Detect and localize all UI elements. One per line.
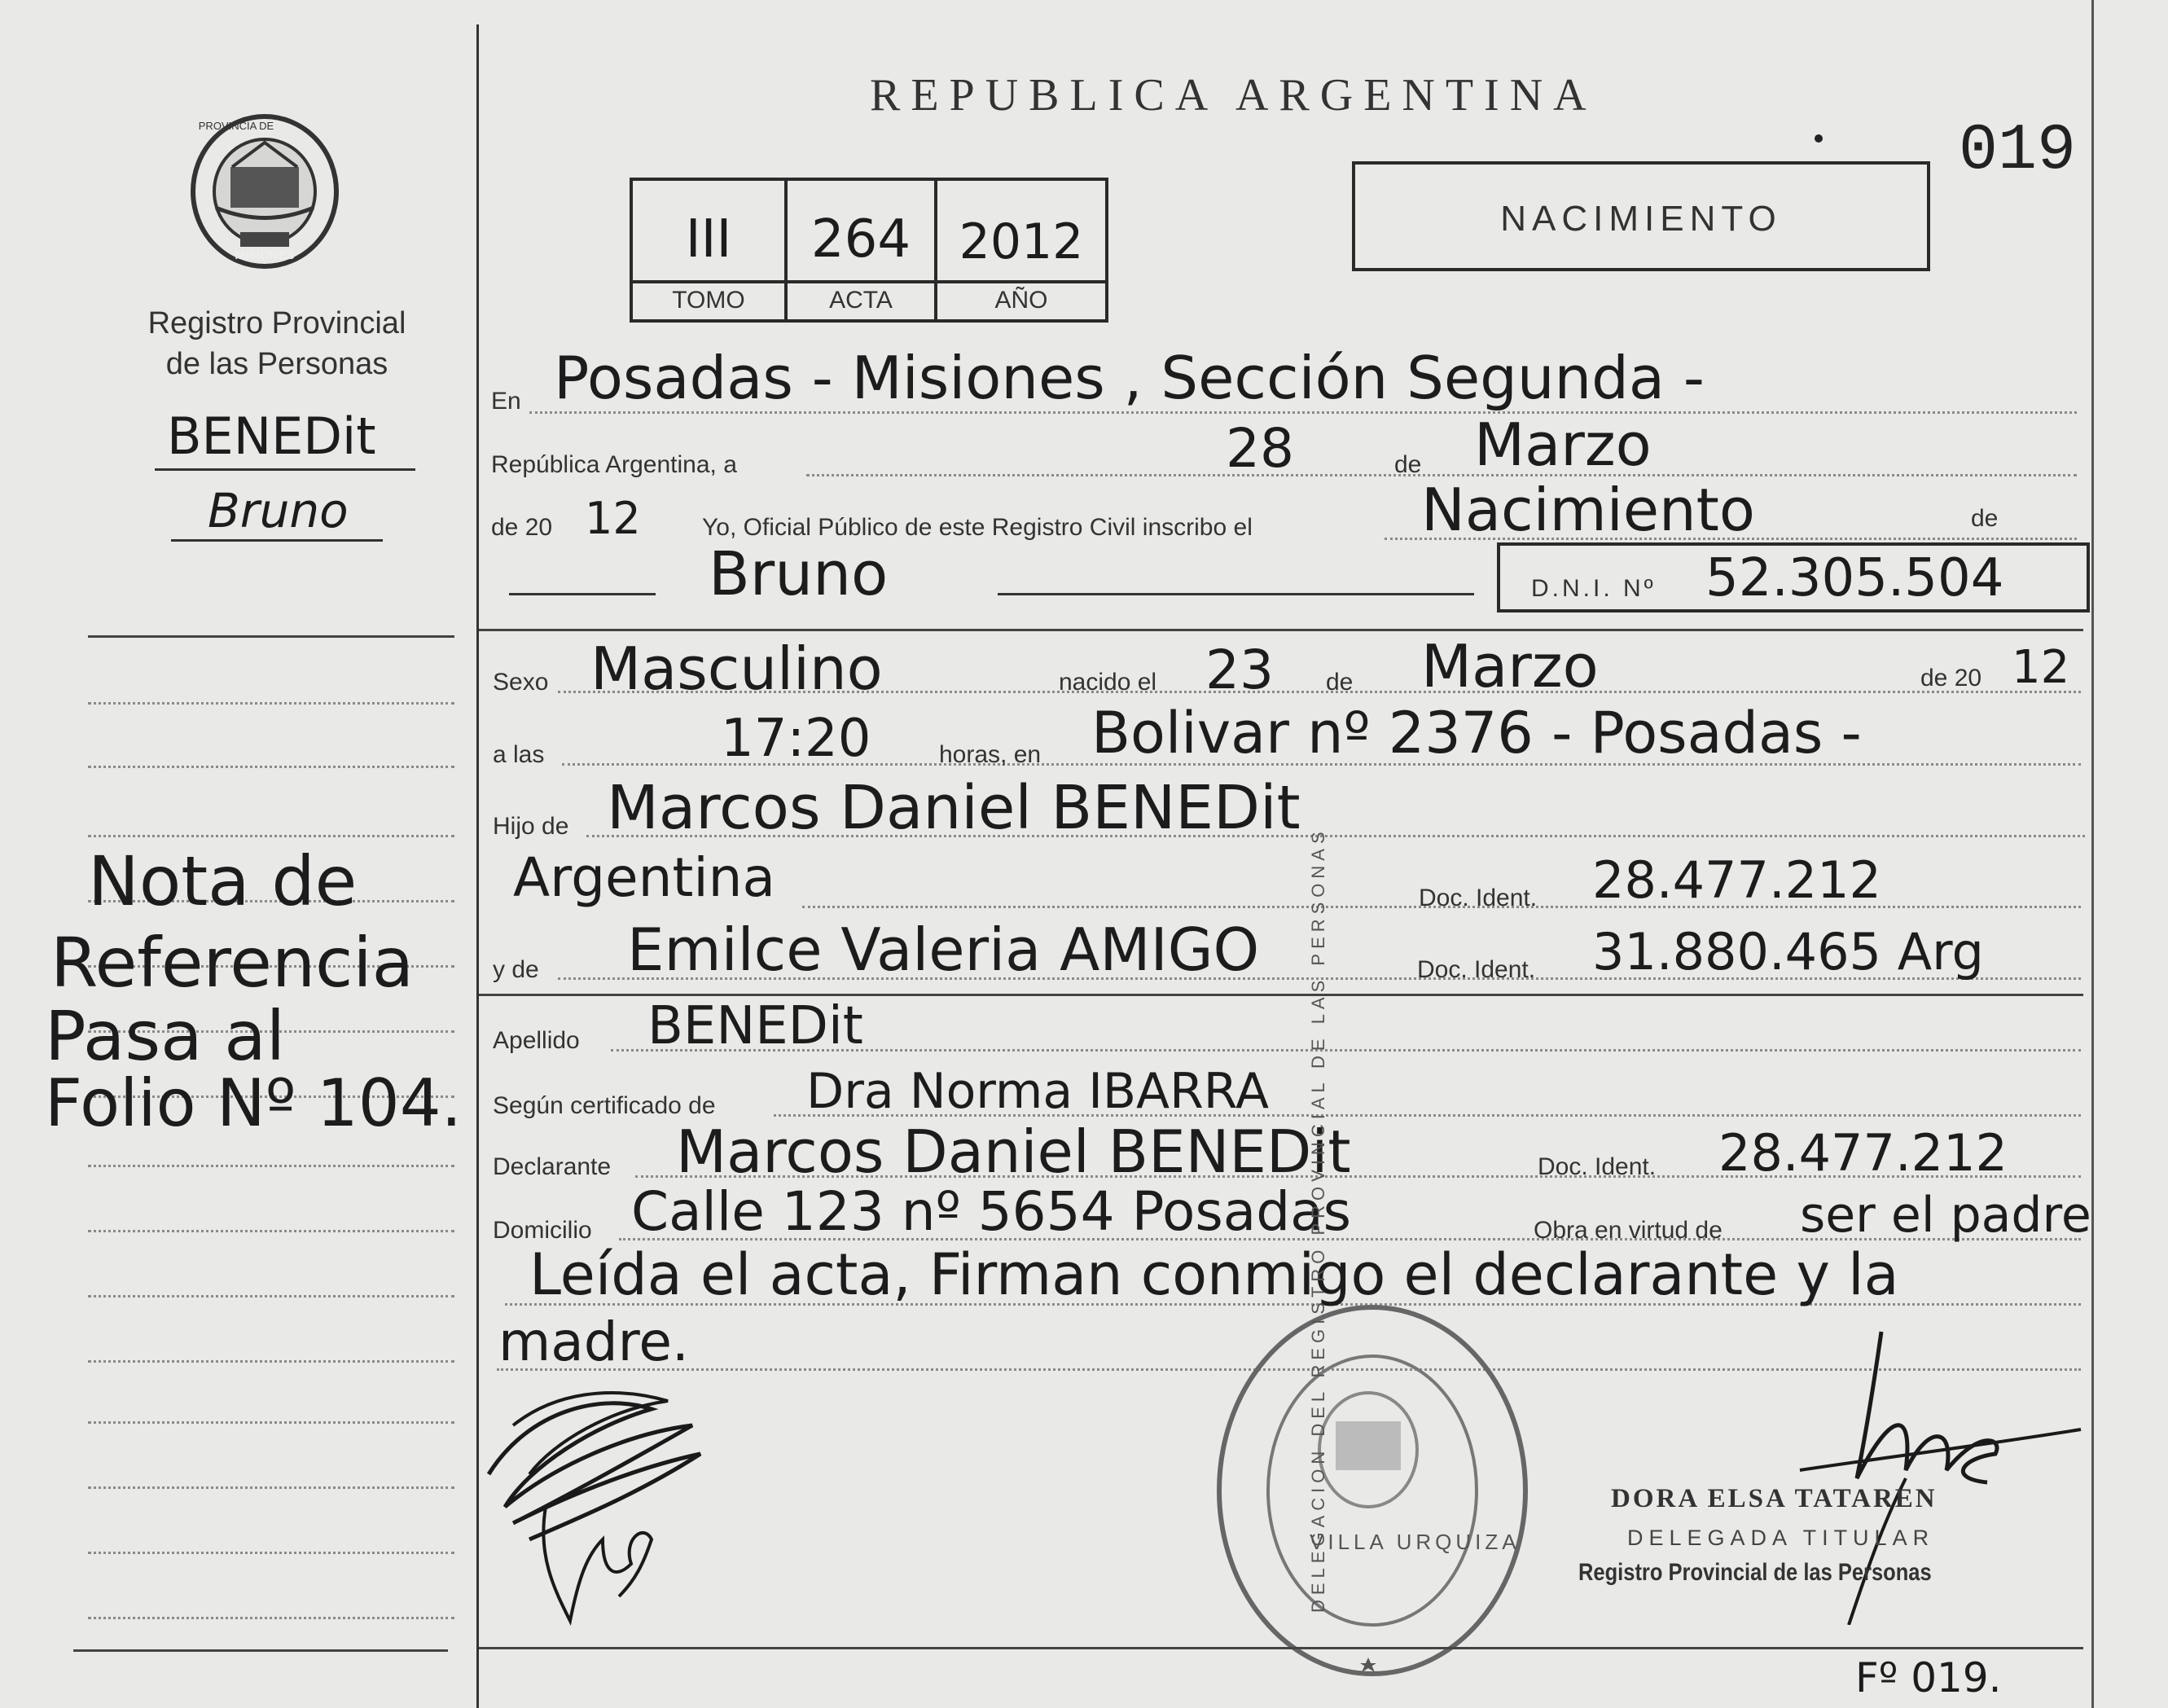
birth-year-suffix-value: 12 (2012, 641, 2070, 694)
year-suffix-value: 12 (585, 493, 641, 544)
child-name-value: Bruno (709, 539, 889, 609)
sidebar-dotted-line (88, 1617, 454, 1619)
certificate-value: Dra Norma IBARRA (806, 1063, 1270, 1120)
declarante-doc-value: 28.477.212 (1718, 1123, 2008, 1183)
dni-box (1497, 542, 2090, 613)
sidebar-dotted-line (88, 835, 454, 837)
note-line-3: Pasa al (45, 996, 286, 1076)
anio-label: AÑO (994, 287, 1048, 314)
signer-office: Registro Provincial de las Personas (1578, 1559, 1932, 1586)
republica-label: República Argentina, a (491, 451, 737, 478)
obra-label: Obra en virtud de (1534, 1217, 1723, 1244)
dni-label: D.N.I. Nº (1531, 575, 1657, 602)
sidebar-given-name: Bruno (208, 483, 349, 538)
birth-day-value: 23 (1205, 639, 1274, 701)
line-name-right (998, 593, 1474, 595)
de-label-3: de (1326, 669, 1354, 696)
sidebar-rule-bottom (73, 1649, 448, 1652)
country-title: REPUBLICA ARGENTINA (870, 70, 1597, 121)
domicilio-value: Calle 123 nº 5654 Posadas (631, 1180, 1351, 1243)
sidebar-dotted-line (88, 1360, 454, 1363)
y-de-label: y de (493, 956, 539, 983)
page-number: 019 (1959, 114, 2077, 188)
surname-underline (155, 468, 415, 471)
horas-en-label: horas, en (939, 741, 1042, 768)
en-label: En (491, 388, 521, 415)
record-type: NACIMIENTO (1500, 199, 1782, 239)
given-name-underline (171, 539, 383, 542)
tomo-value: III (685, 209, 732, 270)
sidebar-rule-top (88, 635, 454, 638)
obra-value: ser el padre (1800, 1187, 2091, 1244)
seal-bottom-text: MISIONES (235, 248, 295, 262)
hour-value: 17:20 (721, 709, 871, 769)
mother-doc-value: 31.880.465 Arg (1592, 922, 1984, 981)
note-line-4: Folio Nº 104. (45, 1065, 463, 1141)
rule-after-name (479, 629, 2083, 631)
registry-line-1: Registro Provincial (147, 306, 406, 340)
dni-value: 52.305.504 (1705, 548, 2004, 608)
domicilio-label: Domicilio (493, 1217, 592, 1244)
sidebar-surname: BENEDit (167, 406, 376, 466)
sidebar-dotted-line (88, 766, 454, 768)
record-type-box (1352, 161, 1930, 271)
note-line-2: Referencia (50, 923, 415, 1003)
acta-label: ACTA (829, 287, 893, 314)
declarante-label: Declarante (493, 1153, 612, 1180)
sidebar-dotted-line (88, 702, 454, 705)
sexo-value: Masculino (590, 634, 883, 703)
signer-title: DELEGADA TITULAR (1627, 1526, 1935, 1550)
doc-ident-label-2: Doc. Ident. (1417, 956, 1536, 983)
hijo-de-label: Hijo de (493, 813, 569, 840)
day-value: 28 (1226, 417, 1294, 480)
registry-table (630, 178, 1108, 323)
sidebar-dotted-line (88, 1165, 454, 1167)
sidebar-dotted-line (88, 1230, 454, 1232)
de-label-1: de (1394, 451, 1422, 478)
act-value: Nacimiento (1421, 476, 1755, 544)
month-value: Marzo (1474, 411, 1652, 479)
line-name-left (509, 593, 656, 595)
apellido-value: BENEDit (647, 996, 863, 1056)
father-nationality-value: Argentina (513, 846, 775, 909)
birth-month-value: Marzo (1421, 632, 1599, 700)
anio-value: 2012 (959, 213, 1084, 270)
registry-line-2: de las Personas (165, 347, 388, 381)
a-las-label: a las (493, 741, 545, 768)
folio-footer: Fº 019. (1855, 1654, 2002, 1701)
stamp-ring-text: DELEGACION DEL REGISTRO PROVINCIAL DE LAS PERSONAS (1308, 827, 1328, 1613)
closing-line-1: Leída el acta, Firman conmigo el declarante y la (529, 1241, 1899, 1308)
sidebar-dotted-line (88, 1552, 454, 1554)
apellido-label: Apellido (493, 1027, 580, 1054)
de-label-2: de (1971, 505, 1999, 532)
mother-value: Emilce Valeria AMIGO (627, 915, 1260, 984)
signature-left (481, 1376, 725, 1637)
sidebar-dotted-line (88, 1421, 454, 1424)
sidebar-dotted-line (88, 1295, 454, 1297)
doc-ident-label-1: Doc. Ident. (1419, 885, 1538, 911)
father-value: Marcos Daniel BENEDit (607, 773, 1301, 843)
delegation-stamp (1205, 1287, 1547, 1686)
tomo-label: TOMO (672, 287, 745, 314)
oficial-text: Yo, Oficial Público de este Registro Civil inscribo el (702, 514, 1253, 541)
place-value: Bolivar nº 2376 - Posadas - (1091, 700, 1862, 766)
sexo-label: Sexo (493, 669, 549, 696)
doc-ident-label-3: Doc. Ident. (1538, 1153, 1657, 1180)
sidebar-divider (476, 24, 479, 1708)
stamp-town-text: VILLA URQUIZA (1310, 1530, 1521, 1554)
segun-label: Según certificado de (493, 1092, 716, 1119)
en-value: Posadas - Misiones , Sección Segunda - (554, 344, 1705, 412)
acta-value: 264 (810, 209, 911, 270)
father-doc-value: 28.477.212 (1592, 850, 1881, 910)
rule-bottom (479, 1647, 2083, 1649)
nacido-label: nacido el (1059, 669, 1157, 696)
birth-year-prefix-label: de 20 (1920, 665, 1982, 692)
closing-line-2: madre. (498, 1311, 689, 1373)
seal-top-text: PROVINCIA DE (198, 120, 274, 132)
year-prefix-label: de 20 (491, 514, 553, 541)
header-dot (1815, 134, 1823, 143)
sidebar-dotted-line (88, 1486, 454, 1489)
note-line-1: Nota de (88, 841, 358, 921)
signer-name: DORA ELSA TATAREN (1611, 1484, 1938, 1513)
declarante-value: Marcos Daniel BENEDit (676, 1117, 1351, 1186)
